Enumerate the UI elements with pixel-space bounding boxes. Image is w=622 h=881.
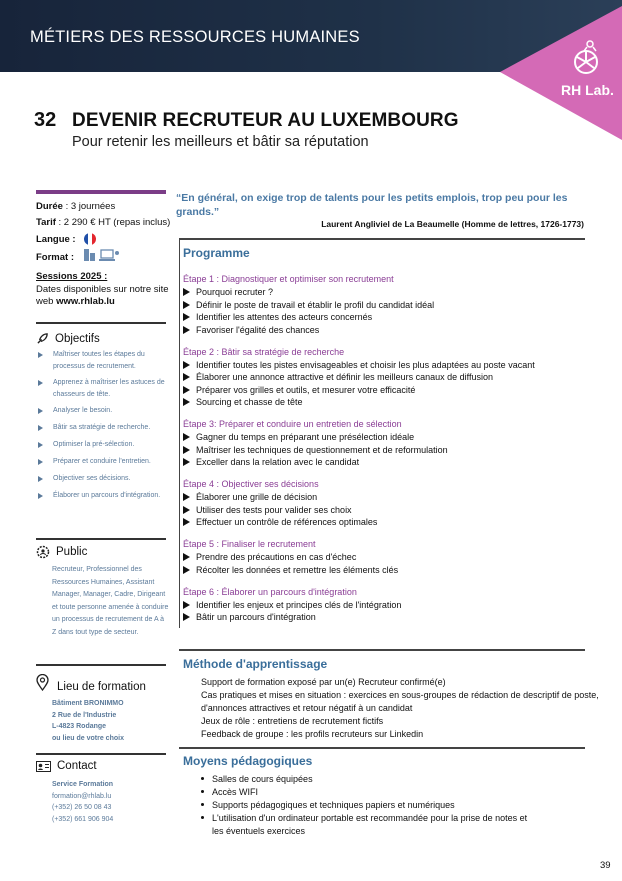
sidebar-divider bbox=[36, 190, 166, 194]
objectif-text bbox=[53, 405, 171, 417]
public-line: Z dans tout type de secteur. bbox=[52, 628, 139, 636]
objectif-line: Objectiver ses décisions. bbox=[53, 475, 131, 482]
triangle-bullet-icon bbox=[183, 398, 190, 406]
programme-bullet bbox=[183, 517, 377, 527]
programme-bullet-text: Pourquoi recruter ? bbox=[196, 287, 274, 297]
moyens-item bbox=[212, 826, 305, 836]
objectif-text bbox=[53, 422, 171, 434]
programme-bullet bbox=[183, 565, 398, 575]
course-number: 32 bbox=[34, 109, 57, 131]
triangle-bullet-icon bbox=[183, 553, 190, 561]
public-heading: Public bbox=[36, 545, 87, 559]
lieu-line: 2 Rue de l'Industrie bbox=[52, 711, 117, 719]
contact-divider bbox=[36, 753, 166, 755]
moyens-item bbox=[201, 787, 258, 797]
methode-heading: Méthode d'apprentissage bbox=[183, 657, 328, 671]
programme-bullet bbox=[183, 552, 356, 562]
rh-lab-logo-icon bbox=[566, 40, 606, 78]
etape-title: Étape 1 : Diagnostiquer et optimiser son recrutement bbox=[183, 274, 394, 284]
etape-title: Étape 2 : Bâtir sa stratégie de recherche bbox=[183, 346, 345, 357]
programme-bullet bbox=[183, 445, 448, 455]
lieu-line: Bâtiment BRONIMMO bbox=[52, 700, 124, 707]
programme-bullet bbox=[183, 372, 493, 382]
lieu-address bbox=[52, 698, 124, 744]
triangle-bullet-icon bbox=[183, 446, 190, 454]
triangle-bullet-icon bbox=[38, 408, 43, 414]
triangle-bullet-icon bbox=[183, 433, 190, 441]
triangle-bullet-icon bbox=[183, 601, 190, 609]
programme-bullet-text: Favoriser l'égalité des chances bbox=[196, 324, 320, 335]
triangle-bullet-icon bbox=[183, 288, 190, 296]
objectif-line: Apprenez à maîtriser les astuces de bbox=[53, 379, 165, 386]
programme-bullet-text: Identifier les attentes des acteurs concernés bbox=[196, 312, 373, 322]
sessions-line2: web www.rhlab.lu bbox=[36, 296, 115, 307]
methode-divider bbox=[179, 649, 585, 651]
etape-title: Étape 4 : Objectiver ses décisions bbox=[183, 479, 319, 489]
programme-vertical-rule bbox=[179, 240, 180, 628]
contact-phone-2[interactable]: (+352) 661 906 904 bbox=[52, 815, 114, 823]
programme-bullet-text: Maîtriser les techniques de questionnement et de reformulation bbox=[196, 444, 448, 455]
sessions-label: Sessions 2025 : bbox=[36, 271, 108, 282]
programme-bullet bbox=[183, 612, 316, 622]
rh-lab-logo-text: RH Lab. bbox=[561, 82, 614, 98]
moyens-heading: Moyens pédagogiques bbox=[183, 754, 313, 768]
triangle-bullet-icon bbox=[38, 352, 43, 358]
moyens-item bbox=[201, 774, 313, 784]
etape-title: Étape 6 : Élaborer un parcours d'intégration bbox=[183, 586, 357, 597]
methode-line: d'annonces attractives et retour négatif à un candidat bbox=[201, 703, 413, 713]
programme-bullet bbox=[183, 385, 415, 395]
objectif-text bbox=[53, 439, 171, 451]
methode-line: Cas pratiques et mises en situation : exercices en sous-groupes de rédaction de descriptif de poste, bbox=[201, 690, 599, 700]
lieu-line: ou lieu de votre choix bbox=[52, 734, 124, 742]
programme-bullet-text: Récolter les données et remettre les éléments clés bbox=[196, 564, 399, 575]
triangle-bullet-icon bbox=[183, 313, 190, 321]
triangle-bullet-icon bbox=[183, 301, 190, 309]
objectif-line: Analyser le besoin. bbox=[53, 407, 113, 414]
public-line: Recruteur, Professionnel des bbox=[52, 566, 142, 573]
bullet-dot-icon bbox=[201, 790, 204, 793]
methode-line: Jeux de rôle : entretiens de recrutement fictifs bbox=[201, 716, 384, 726]
triangle-bullet-icon bbox=[183, 373, 190, 381]
triangle-bullet-icon bbox=[183, 326, 190, 334]
objectif-line: Bâtir sa stratégie de recherche. bbox=[53, 424, 151, 431]
page-number: 39 bbox=[600, 860, 611, 871]
contact-phone-1[interactable]: (+352) 26 50 08 43 bbox=[52, 804, 112, 811]
methode-line: Feedback de groupe : les profils recruteurs sur Linkedin bbox=[201, 729, 424, 739]
remote-icon bbox=[99, 250, 119, 261]
programme-bullet bbox=[183, 492, 317, 502]
etape-title: Étape 3: Préparer et conduire un entretien de sélection bbox=[183, 419, 402, 429]
programme-bullet bbox=[183, 325, 319, 335]
objectif-text bbox=[53, 349, 171, 373]
sessions-line1: Dates disponibles sur notre site bbox=[36, 284, 169, 295]
programme-bullet bbox=[183, 300, 434, 310]
classroom-icon bbox=[84, 249, 95, 261]
programme-bullet bbox=[183, 287, 273, 297]
course-subtitle: Pour retenir les meilleurs et bâtir sa réputation bbox=[72, 134, 369, 150]
duree-line: Durée : 3 journées bbox=[36, 201, 116, 212]
objectifs-heading: Objectifs bbox=[36, 332, 100, 345]
public-line: Manager, Manager, Cadre, Dirigeant bbox=[52, 591, 166, 598]
objectif-text bbox=[53, 456, 171, 468]
triangle-bullet-icon bbox=[183, 518, 190, 526]
etape-title: Étape 5 : Finaliser le recrutement bbox=[183, 539, 316, 549]
header-title: MÉTIERS DES RESSOURCES HUMAINES bbox=[30, 28, 360, 46]
triangle-bullet-icon bbox=[183, 566, 190, 574]
moyens-item-text: Supports pédagogiques et techniques papiers et numériques bbox=[212, 800, 455, 810]
lieu-line: L-4823 Rodange bbox=[52, 723, 107, 730]
programme-bullet-text: Prendre des précautions en cas d'échec bbox=[196, 552, 357, 562]
public-line: Ressources Humaines, Assistant bbox=[52, 578, 155, 586]
moyens-item-text: les éventuels exercices bbox=[212, 826, 306, 836]
objectif-line: Préparer et conduire l'entretien. bbox=[53, 458, 151, 465]
programme-bullet-text: Identifier les enjeux et principes clés de l'intégration bbox=[196, 599, 402, 610]
moyens-divider bbox=[179, 747, 585, 749]
programme-bullet-text: Élaborer une grille de décision bbox=[196, 492, 318, 502]
triangle-bullet-icon bbox=[38, 380, 43, 386]
triangle-bullet-icon bbox=[183, 613, 190, 621]
programme-bullet-text: Gagner du temps en préparant une présélection idéale bbox=[196, 432, 415, 442]
public-divider bbox=[36, 538, 166, 540]
contact-service: Service Formation bbox=[52, 781, 114, 788]
triangle-bullet-icon bbox=[38, 459, 43, 465]
location-pin-icon bbox=[36, 674, 49, 691]
triangle-bullet-icon bbox=[183, 361, 190, 369]
triangle-bullet-icon bbox=[38, 442, 43, 448]
programme-bullet-text: Bâtir un parcours d'intégration bbox=[196, 612, 316, 622]
rocket-icon bbox=[36, 332, 49, 345]
tarif-line: Tarif : 2 290 € HT (repas inclus) bbox=[36, 217, 171, 228]
moyens-item-text: L'utilisation d'un ordinateur portable est recommandée pour la prise de notes et bbox=[212, 813, 528, 823]
bullet-dot-icon bbox=[201, 816, 204, 819]
programme-bullet bbox=[183, 600, 401, 610]
triangle-bullet-icon bbox=[183, 506, 190, 514]
triangle-bullet-icon bbox=[38, 476, 43, 482]
website-link[interactable]: www.rhlab.lu bbox=[56, 296, 115, 307]
programme-bullet bbox=[183, 312, 372, 322]
format-icons bbox=[84, 247, 120, 263]
triangle-bullet-icon bbox=[183, 386, 190, 394]
objectif-text bbox=[53, 473, 171, 485]
programme-bullet-text: Exceller dans la relation avec le candidat bbox=[196, 457, 360, 467]
programme-bullet-text: Sourcing et chasse de tête bbox=[196, 397, 303, 407]
objectifs-divider bbox=[36, 322, 166, 324]
gear-people-icon bbox=[36, 545, 50, 559]
lieu-divider bbox=[36, 664, 166, 666]
format-line: Format : bbox=[36, 252, 74, 263]
quote-text: “En général, on exige trop de talents pour les petits emplois, trop peu pour les grands.” bbox=[176, 192, 568, 218]
programme-bullet bbox=[183, 432, 414, 442]
programme-divider bbox=[179, 238, 585, 240]
objectif-line: Optimiser la pré-sélection. bbox=[53, 441, 135, 448]
contact-heading: Contact bbox=[36, 760, 97, 772]
objectif-line: processus de recrutement. bbox=[53, 363, 136, 370]
programme-bullet-text: Préparer vos grilles et outils, et mesurer votre efficacité bbox=[196, 384, 416, 395]
programme-bullet-text: Élaborer une annonce attractive et définir les meilleurs canaux de diffusion bbox=[196, 372, 494, 382]
programme-bullet-text: Définir le poste de travail et établir le profil du candidat idéal bbox=[196, 299, 435, 310]
contact-card-icon bbox=[36, 761, 51, 772]
moyens-item-text: Accès WIFI bbox=[212, 787, 259, 797]
objectif-line: Maîtriser toutes les étapes du bbox=[53, 351, 145, 358]
triangle-bullet-icon bbox=[38, 493, 43, 499]
programme-bullet-text: Utiliser des tests pour valider ses choix bbox=[196, 504, 352, 515]
bullet-dot-icon bbox=[201, 777, 204, 780]
lieu-heading: Lieu de formation bbox=[36, 671, 146, 693]
moyens-item-text: Salles de cours équipées bbox=[212, 774, 313, 784]
objectif-text bbox=[53, 490, 171, 502]
objectif-line: Élaborer un parcours d'intégration. bbox=[53, 492, 161, 499]
public-description bbox=[52, 564, 170, 639]
moyens-item bbox=[201, 813, 527, 823]
programme-bullet bbox=[183, 397, 303, 407]
langue-line: Langue : bbox=[36, 234, 76, 245]
moyens-item bbox=[201, 800, 455, 810]
objectif-line: chasseurs de tête. bbox=[53, 391, 111, 398]
bullet-dot-icon bbox=[201, 803, 204, 806]
contact-details bbox=[52, 779, 113, 825]
triangle-bullet-icon bbox=[183, 458, 190, 466]
course-title: DEVENIR RECRUTEUR AU LUXEMBOURG bbox=[72, 110, 459, 131]
methode-line: Support de formation exposé par un(e) Recruteur confirmé(e) bbox=[201, 677, 446, 687]
public-line: et toute personne amenée à conduire bbox=[52, 603, 169, 611]
public-line: un processus de recrutement de A à bbox=[52, 616, 165, 623]
triangle-bullet-icon bbox=[183, 493, 190, 501]
programme-bullet-text: Effectuer un contrôle de références optimales bbox=[196, 517, 378, 527]
programme-bullet bbox=[183, 457, 359, 467]
programme-bullet bbox=[183, 505, 352, 515]
objectif-text bbox=[53, 377, 171, 401]
programme-bullet bbox=[183, 360, 535, 370]
triangle-bullet-icon bbox=[38, 425, 43, 431]
programme-heading: Programme bbox=[183, 246, 250, 260]
quote-author: Laurent Angliviel de La Beaumelle (Homme de lettres, 1726-1773) bbox=[321, 219, 584, 229]
programme-bullet-text: Identifier toutes les pistes envisageables et choisir les plus adaptées au poste vacant bbox=[196, 359, 535, 370]
contact-email[interactable]: formation@rhlab.lu bbox=[52, 792, 112, 800]
french-flag-icon bbox=[84, 233, 96, 245]
